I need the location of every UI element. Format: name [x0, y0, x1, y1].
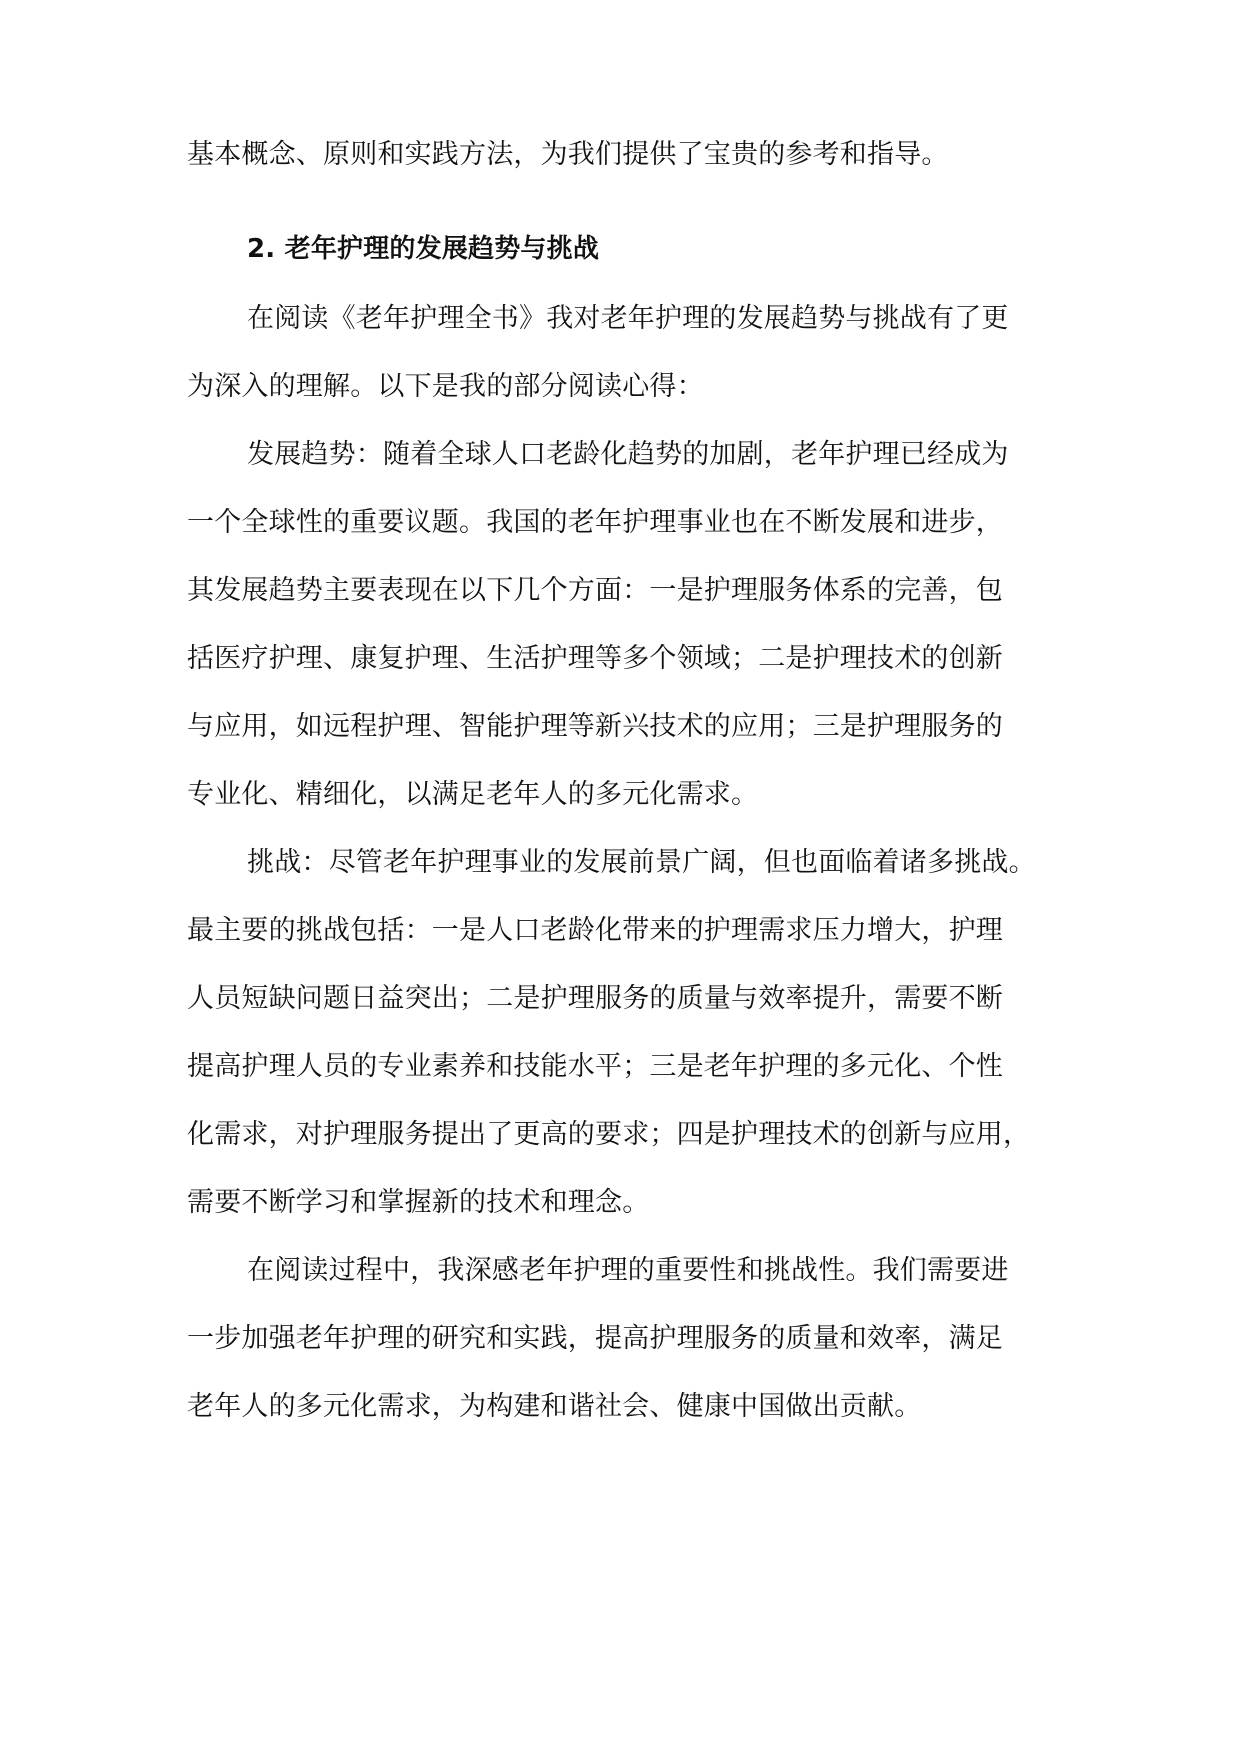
- paragraph-line: 专业化、精细化，以满足老年人的多元化需求。: [187, 779, 759, 810]
- paragraph-line: 其发展趋势主要表现在以下几个方面：一是护理服务体系的完善，包: [187, 575, 1003, 606]
- paragraph-line: 与应用，如远程护理、智能护理等新兴技术的应用；三是护理服务的: [187, 711, 1003, 742]
- paragraph-line: 挑战：尽管老年护理事业的发展前景广阔，但也面临着诸多挑战。: [247, 847, 1036, 878]
- paragraph-line: 一步加强老年护理的研究和实践，提高护理服务的质量和效率，满足: [187, 1323, 1003, 1354]
- paragraph-line: 需要不断学习和掌握新的技术和理念。: [187, 1187, 650, 1218]
- section-heading: 2. 老年护理的发展趋势与挑战: [247, 234, 600, 264]
- paragraph-line: 人员短缺问题日益突出；二是护理服务的质量与效率提升，需要不断: [187, 983, 1003, 1014]
- paragraph-line: 在阅读过程中，我深感老年护理的重要性和挑战性。我们需要进: [247, 1255, 1009, 1286]
- paragraph-line: 在阅读《老年护理全书》我对老年护理的发展趋势与挑战有了更: [247, 303, 1009, 334]
- paragraph-line: 发展趋势：随着全球人口老龄化趋势的加剧，老年护理已经成为: [247, 439, 1009, 470]
- paragraph-line: 基本概念、原则和实践方法，为我们提供了宝贵的参考和指导。: [187, 139, 949, 170]
- paragraph-line: 最主要的挑战包括：一是人口老龄化带来的护理需求压力增大，护理: [187, 915, 1003, 946]
- paragraph-line: 化需求，对护理服务提出了更高的要求；四是护理技术的创新与应用，: [187, 1119, 1031, 1150]
- paragraph-line: 为深入的理解。以下是我的部分阅读心得：: [187, 371, 704, 402]
- paragraph-line: 一个全球性的重要议题。我国的老年护理事业也在不断发展和进步，: [187, 507, 1003, 538]
- paragraph-line: 老年人的多元化需求，为构建和谐社会、健康中国做出贡献。: [187, 1391, 922, 1422]
- paragraph-line: 括医疗护理、康复护理、生活护理等多个领域；二是护理技术的创新: [187, 643, 1003, 674]
- paragraph-line: 提高护理人员的专业素养和技能水平；三是老年护理的多元化、个性: [187, 1051, 1003, 1082]
